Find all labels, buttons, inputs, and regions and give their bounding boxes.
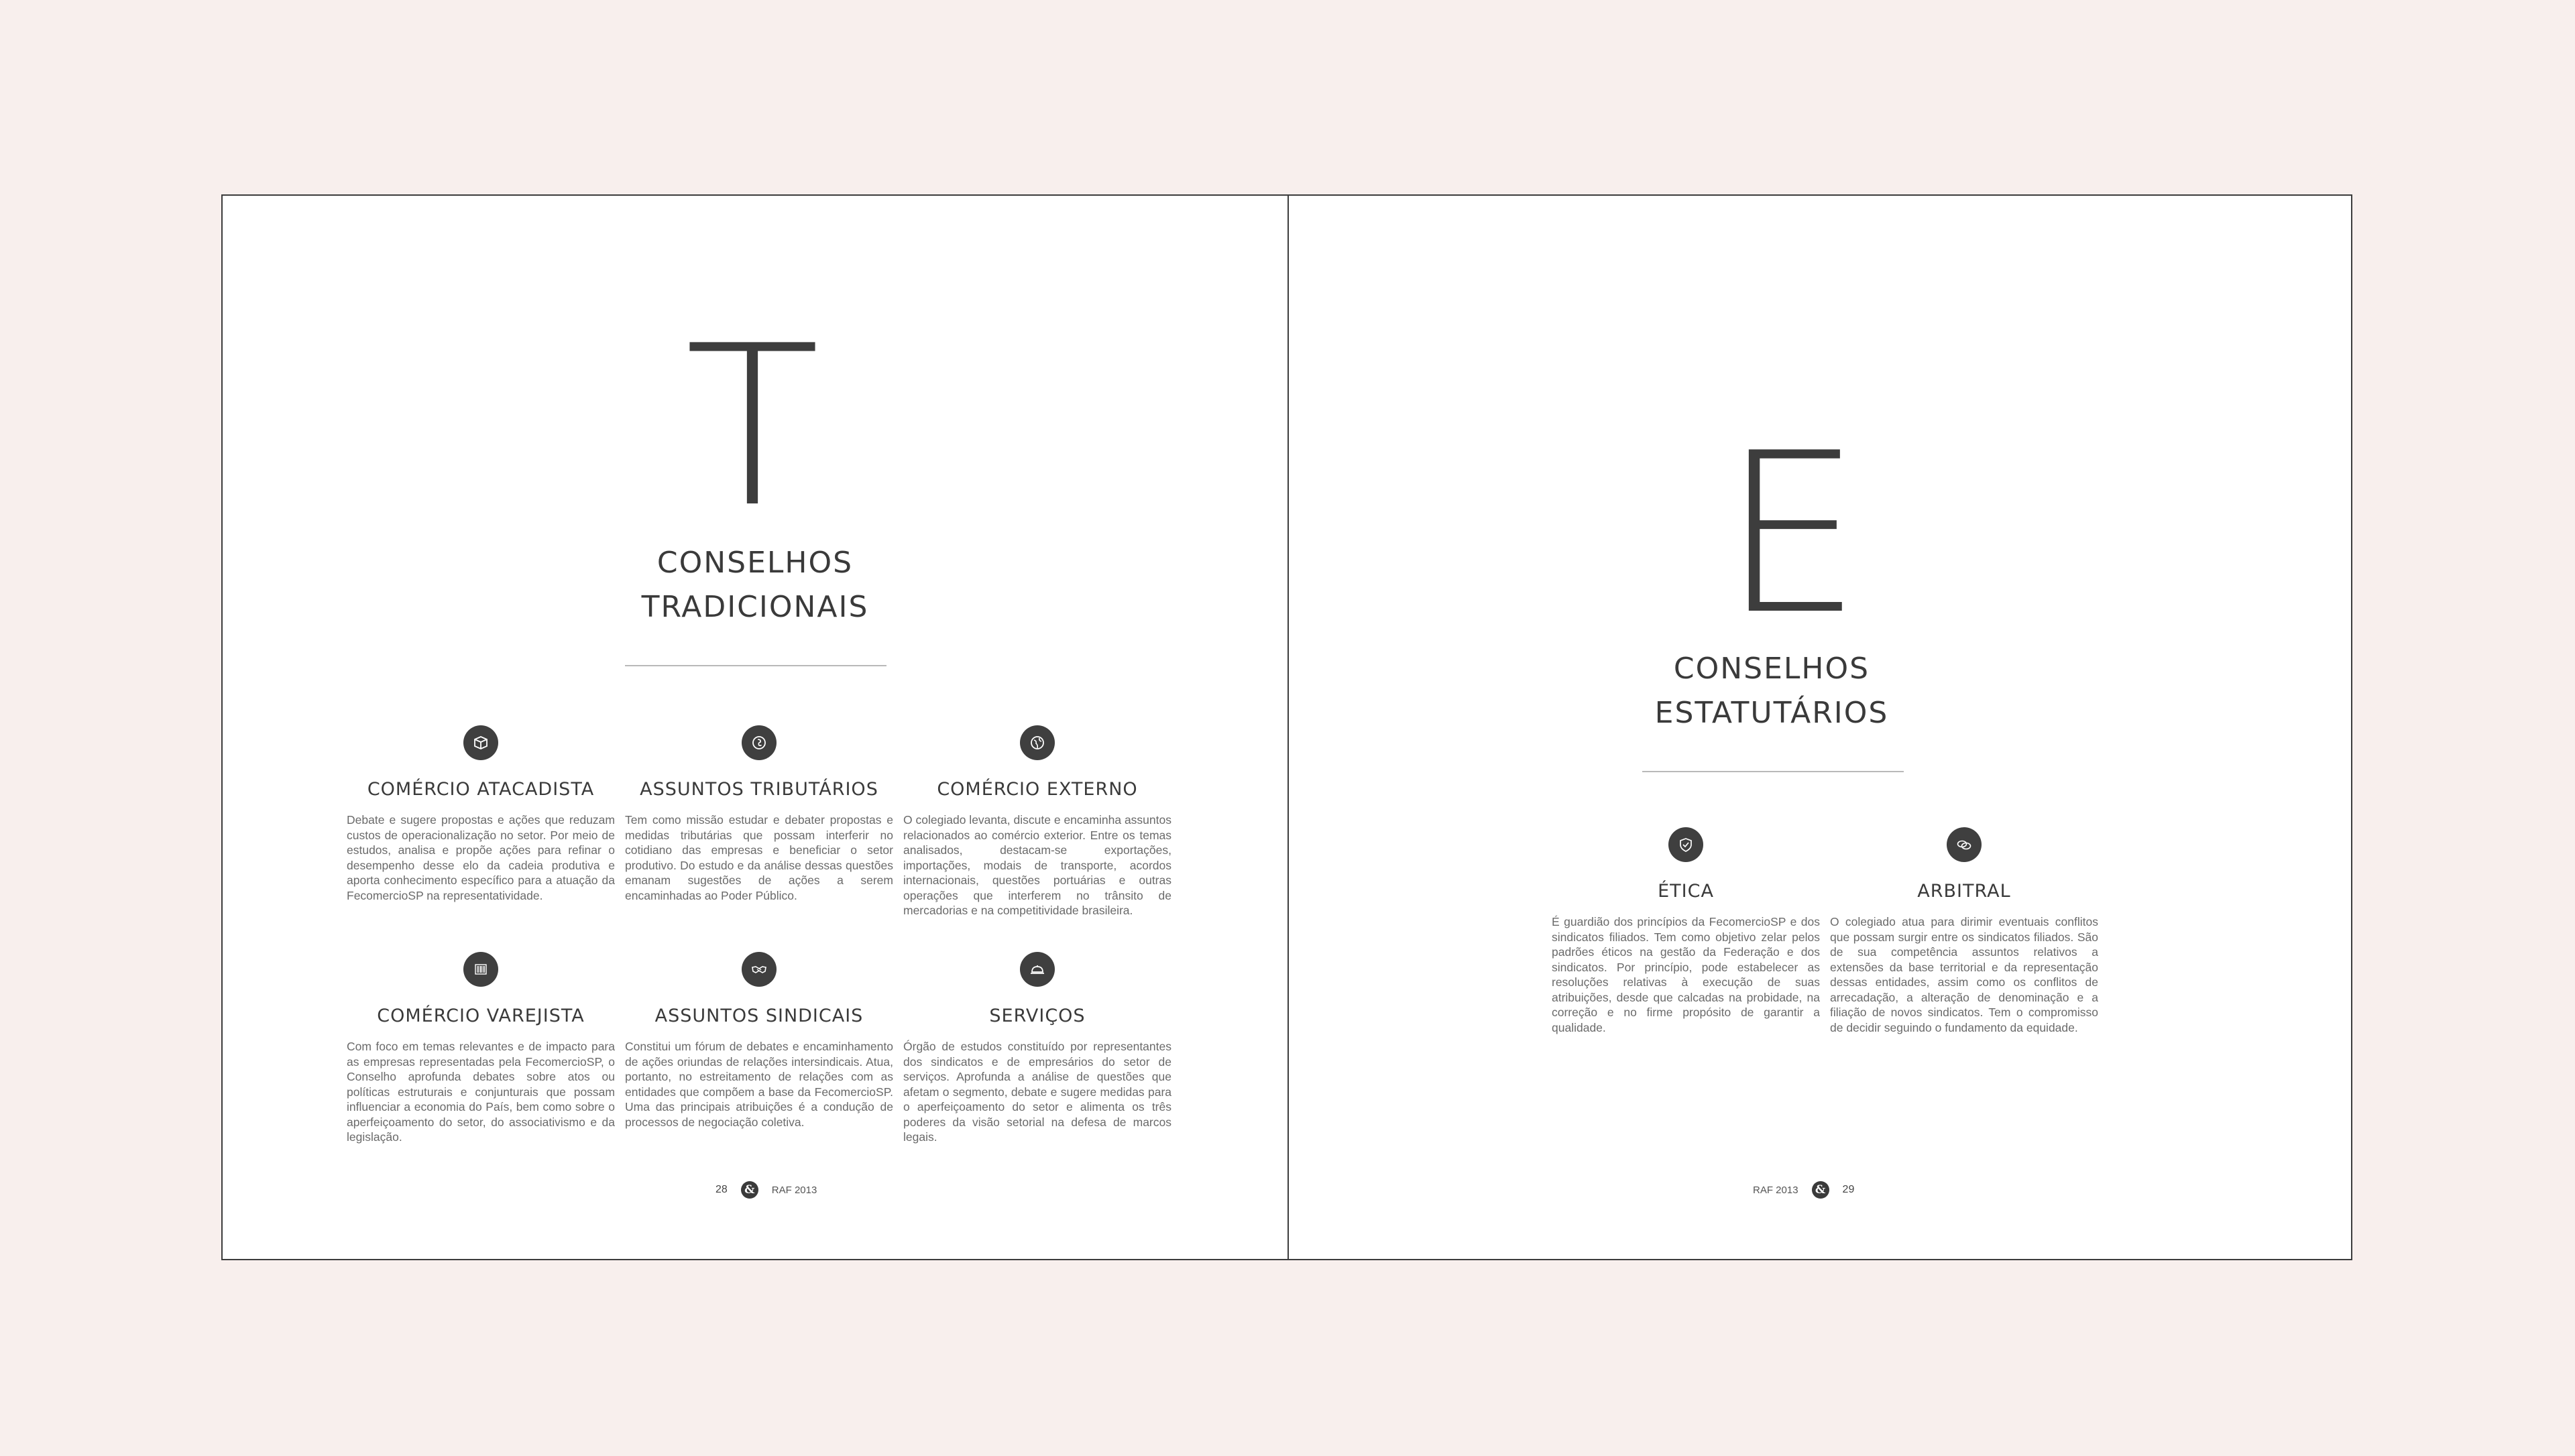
item-body: O colegiado atua para dirimir eventuais conflitos que possam surgir entre os sindicatos filiados. São de sua competência assuntos relativos a extensões da base territorial e da representação dessas entidades, assim como os conflitos de arrecadação, a alteração de denominação e a filiação de novos sindicatos. Tem o compromisso de decidir seguindo o fundamento da equidade. <box>1830 915 2098 1034</box>
coin-icon <box>742 725 777 760</box>
title-divider <box>625 665 886 666</box>
cloche-icon <box>1020 952 1055 987</box>
book-spread <box>221 194 2352 1260</box>
section-title-line2: TRADICIONAIS <box>641 590 869 624</box>
item-body: Órgão de estudos constituído por representantes dos sindicatos e de empresários do setor de serviços. Aprofunda a análise de questões que afetam o segmento, debate e sugere medidas para o aperfeiçoamento do setor e alimenta os três poderes da visão setorial na defesa de marcos legais. <box>903 1040 1171 1144</box>
ampersand-logo-icon: & <box>1812 1181 1829 1199</box>
section-title-line1: CONSELHOS <box>656 546 854 580</box>
page-folio-right <box>1753 1181 1854 1199</box>
item-body: Com foco em temas relevantes e de impacto para as empresas representadas pela FecomercioSP, o Conselho aprofunda debates sobre atos ou políticas estruturais e conjunturais que possam influenciar a economia do País, bem como sobre o aperfeiçoamento do setor, do associativismo e da legislação. <box>347 1040 615 1144</box>
section-title-tradicionais <box>554 541 956 629</box>
right-page <box>1289 196 2352 1259</box>
item-body: É guardião dos princípios da FecomercioSP e dos sindicatos filiados. Tem como objetivo zelar pelos padrões éticos na gestão da Federação e dos sindicatos. Por princípio, pode estabelecer as resoluções relativas à execução de suas atribuições, desde que calcadas na probidade, na correção e no firme propósito de garantir a qualidade. <box>1552 915 1820 1034</box>
ampersand-logo-icon: & <box>741 1181 758 1199</box>
item-title: COMÉRCIO VAREJISTA <box>377 1006 585 1026</box>
drop-letter-e: E <box>1721 406 1862 663</box>
box-icon <box>463 725 498 760</box>
item-body: Debate e sugere propostas e ações que reduzam custos de operacionalização no setor. Por meio de estudos, analisa e propõe ações para refinar o desempenho desse elo da cadeia produtiva e aporta conhecimento específico para a atuação da FecomercioSP na representatividade. <box>347 813 615 902</box>
title-divider <box>1642 771 1904 772</box>
item-title: ASSUNTOS TRIBUTÁRIOS <box>640 779 878 800</box>
item-body: Tem como missão estudar e debater propostas e medidas tributárias que possam interferir no cotidiano das empresas e beneficiar o setor produtivo. Do estudo e da análise dessas questões emanam sugestões de ações a serem encaminhadas ao Poder Público. <box>625 813 893 902</box>
folio-label: RAF 2013 <box>1753 1184 1798 1196</box>
item-title: COMÉRCIO EXTERNO <box>937 779 1138 800</box>
page-number: 28 <box>716 1184 728 1195</box>
page-folio-left <box>716 1181 817 1199</box>
page-number: 29 <box>1842 1184 1855 1195</box>
item-body: O colegiado levanta, discute e encaminha assuntos relacionados ao comércio exterior. Entre os temas analisados, destacam-se exportações, importações, modais de transporte, acordos internacionais, questões portuárias e outras operações que interferem no trânsito de mercadorias e na competitividade brasileira. <box>903 813 1171 917</box>
item-title: COMÉRCIO ATACADISTA <box>367 779 595 800</box>
item-title: ÉTICA <box>1658 881 1714 902</box>
item-body: Constitui um fórum de debates e encaminhamento de ações oriundas de relações intersindicais. Atua, portanto, no estreitamento de relações com as entidades que compõem a base da FecomercioSP. Uma das principais atribuições é a condução de processos de negociação coletiva. <box>625 1040 893 1129</box>
folio-label: RAF 2013 <box>771 1184 817 1196</box>
section-title-line2: ESTATUTÁRIOS <box>1654 696 1889 730</box>
barcode-icon <box>463 952 498 987</box>
drop-letter-t: T <box>685 298 820 556</box>
handshake-icon <box>742 952 777 987</box>
left-page <box>223 196 1288 1259</box>
item-title: SERVIÇOS <box>989 1006 1086 1026</box>
item-title: ASSUNTOS SINDICAIS <box>654 1006 864 1026</box>
section-title-line1: CONSELHOS <box>1673 652 1870 686</box>
chat-bubbles-icon <box>1947 827 1982 862</box>
item-title: ARBITRAL <box>1917 881 2011 902</box>
section-title-estatutarios <box>1570 647 1973 735</box>
shield-icon <box>1668 827 1703 862</box>
globe-icon <box>1020 725 1055 760</box>
